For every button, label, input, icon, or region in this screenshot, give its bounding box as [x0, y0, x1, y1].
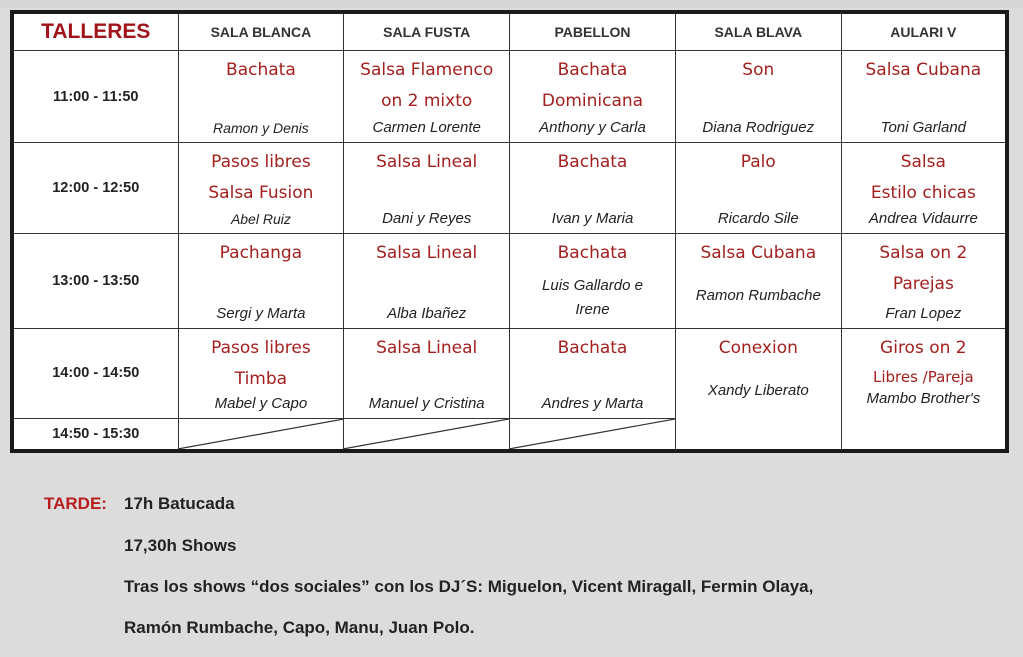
table-row [12, 233, 1007, 328]
table-row [12, 143, 1007, 234]
class-cell [675, 233, 841, 328]
instructor-name: Ramon Rumbache [695, 286, 821, 304]
dance-name: Parejas [892, 273, 954, 294]
dance-name: Estilo chicas [870, 183, 976, 204]
dance-name: Bachata [557, 59, 628, 80]
table-title: TALLERES [12, 12, 178, 50]
class-cell [675, 143, 841, 234]
instructor-name: Sergi y Marta [216, 304, 306, 322]
afternoon-line: 17,30h Shows [124, 536, 237, 555]
class-cell [344, 328, 510, 419]
instructor-name: Ricardo Sile [717, 209, 799, 227]
afternoon-info [0, 480, 1023, 657]
dance-name: Bachata [557, 337, 628, 358]
dance-name: Timba [234, 368, 288, 389]
dance-name: Salsa Cubana [700, 242, 817, 263]
empty-cell [178, 419, 344, 451]
dance-name: Bachata [557, 152, 628, 173]
dance-name: Giros on 2 [880, 337, 967, 358]
class-cell [344, 50, 510, 143]
dance-name: on 2 mixto [381, 90, 473, 111]
class-cell [344, 143, 510, 234]
instructor-name: Diana Rodriguez [702, 119, 815, 137]
class-cell [344, 233, 510, 328]
instructor-name: Fran Lopez [885, 304, 962, 322]
class-cell [841, 143, 1007, 234]
instructor-name: Carmen Lorente [372, 119, 481, 137]
instructor-name: Andres y Marta [541, 395, 644, 413]
dance-name: Pasos libres [211, 337, 311, 358]
class-cell [178, 50, 344, 143]
dance-name: Salsa Lineal [376, 152, 478, 173]
class-cell [675, 328, 841, 451]
instructor-name: Luis Gallardo e Irene [542, 276, 643, 318]
class-cell [510, 50, 676, 143]
dance-name: Bachata [226, 59, 296, 80]
dance-name: Salsa Lineal [376, 337, 478, 358]
instructor-name: Ivan y Maria [551, 209, 634, 227]
schedule-table [10, 10, 1009, 453]
time-slot: 11:00 - 11:50 [12, 50, 178, 143]
empty-cell [344, 419, 510, 451]
instructor-name: Mambo Brother's [866, 389, 981, 407]
table-row [12, 50, 1007, 143]
diagonal-line [344, 419, 509, 449]
instructor-name: Xandy Liberato [707, 381, 809, 399]
room-header-sala-blava: SALA BLAVA [675, 12, 841, 50]
class-cell [510, 233, 676, 328]
time-slot: 12:00 - 12:50 [12, 143, 178, 234]
class-cell [178, 328, 344, 419]
dance-name: Pachanga [219, 242, 303, 263]
instructor-name: Mabel y Capo [214, 395, 308, 413]
instructor-name: Alba Ibañez [387, 304, 467, 322]
afternoon-line: 17h Batucada [124, 494, 235, 513]
afternoon-line: Ramón Rumbache, Capo, Manu, Juan Polo. [124, 618, 475, 637]
diagonal-line [510, 419, 675, 449]
instructor-name: Toni Garland [880, 119, 967, 137]
time-slot: 14:50 - 15:30 [12, 419, 178, 451]
instructor-name: Andrea Vidaurre [868, 209, 978, 227]
top-band [0, 0, 1023, 8]
room-header-sala-blanca: SALA BLANCA [178, 12, 344, 50]
dance-name: Salsa Flamenco [360, 59, 494, 80]
class-cell [841, 328, 1007, 451]
empty-cell [510, 419, 676, 451]
class-cell [510, 143, 676, 234]
instructor-name: Abel Ruiz [230, 210, 291, 227]
dance-name: Pasos libres [211, 152, 311, 173]
time-slot: 13:00 - 13:50 [12, 233, 178, 328]
afternoon-line: Tras los shows “dos sociales” con los DJ´S: Miguelon, Vicent Miragall, Fermin Olaya, [124, 577, 814, 596]
dance-name: Libres /Pareja [872, 367, 974, 386]
diagonal-line [179, 419, 344, 449]
dance-name: Salsa Lineal [376, 242, 478, 263]
dance-name: Salsa [900, 152, 946, 173]
dance-name: Palo [740, 152, 776, 173]
dance-name: Salsa on 2 [879, 242, 968, 263]
table-row [12, 328, 1007, 419]
class-cell [841, 50, 1007, 143]
room-header-aulari-v: AULARI V [841, 12, 1007, 50]
instructor-name: Dani y Reyes [382, 209, 472, 227]
dance-name: Salsa Fusion [208, 183, 314, 204]
tarde-label: TARDE: [44, 494, 107, 513]
class-cell [841, 233, 1007, 328]
class-cell [178, 143, 344, 234]
class-cell [178, 233, 344, 328]
instructor-name: Anthony y Carla [539, 119, 646, 137]
room-header-sala-fusta: SALA FUSTA [344, 12, 510, 50]
room-header-pabellon: PABELLON [510, 12, 676, 50]
dance-name: Son [742, 59, 775, 80]
time-slot: 14:00 - 14:50 [12, 328, 178, 419]
dance-name: Conexion [718, 337, 798, 358]
class-cell [675, 50, 841, 143]
dance-name: Salsa Cubana [865, 59, 982, 80]
dance-name: Bachata [557, 242, 628, 263]
instructor-name: Manuel y Cristina [368, 395, 485, 413]
class-cell [510, 328, 676, 419]
instructor-name: Ramon y Denis [213, 120, 309, 137]
header-row [12, 12, 1007, 50]
dance-name: Dominicana [541, 90, 644, 111]
